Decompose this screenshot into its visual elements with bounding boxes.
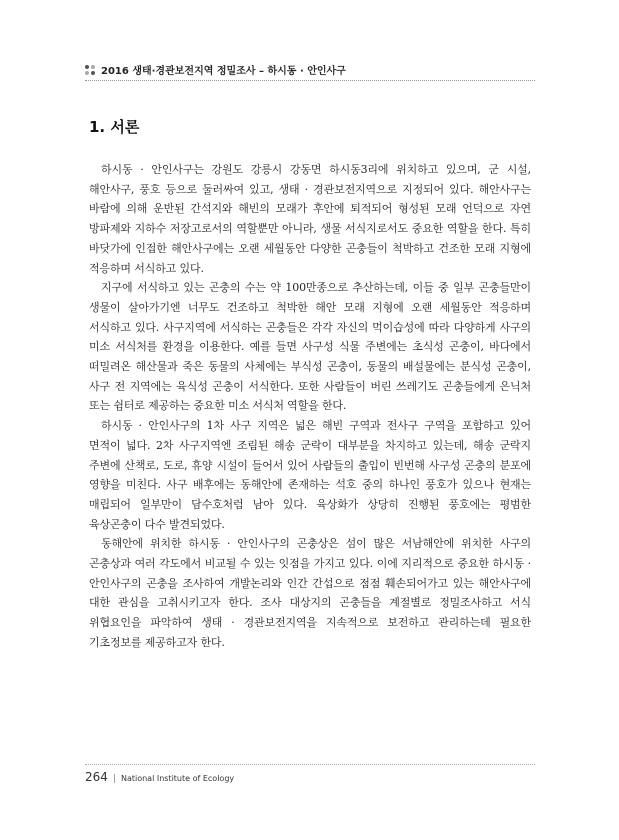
paragraph: 지구에 서식하고 있는 곤충의 수는 약 100만종으로 추산하는데, 이들 중 일부 곤충들만이 생물이 살아가기엔 너무도 건조하고 척박한 해안 모래 지형에 오랜 세월동안 적응하며 서식하고 있다. 사구지역에 서식하는 곤충들은 각각 자신의 먹이습성에 따라 다양하게 사구의 미소 서식처를 환경을 이용한다. 예를 들면 사구성 식물 주변에는 초식성 곤충이, 바다에서 떠밀려온 해산물과 죽은 동물의 사체에는 부식성 곤충이, 동물의 배설물에는 분식성 곤충이, 사구 전 지역에는 육식성 곤충이 서식한다. 또한 사람들이 버린 쓰레기도 곤충들에게 은닉처 또는 쉼터로 제공하는 중요한 미소 서식처 역할을 한다. (89, 281, 531, 413)
bullet-dots-icon (85, 65, 95, 75)
body-text (89, 160, 531, 653)
paragraph: 하시동 · 안인사구의 1차 사구 지역은 넓은 해빈 구역과 전사구 구역을 포함하고 있어 면적이 넓다. 2차 사구지역엔 조림된 해송 군락이 대부분을 차지하고 있는데, 해송 군락지 주변에 산책로, 도로, 휴양 시설이 들어서 있어 사람들의 출입이 빈번해 사구성 곤충의 분포에 영향을 미친다. 사구 배후에는 동해안에 존재하는 석호 중의 하나인 풍호가 있으나 현재는 매립되어 일부만이 담수호처럼 남아 있다. 육상화가 상당히 진행된 풍호에는 평범한 육상곤충이 다수 발견되었다. (89, 419, 531, 531)
paragraph: 동해안에 위치한 하시동 · 안인사구의 곤충상은 섬이 많은 서남해안에 위치한 사구의 곤충상과 여러 각도에서 비교될 수 있는 잇점을 가지고 있다. 이에 지리적으로 중요한 하시동 · 안인사구의 곤충을 조사하여 개발논리와 인간 간섭으로 점점 훼손되어가고 있는 해안사구에 대한 관심을 고취시키고자 한다. 조사 대상지의 곤충들을 계절별로 정밀조사하고 서식 위협요인을 파악하여 생태 · 경관보전지역을 지속적으로 보전하고 관리하는데 필요한 기초정보를 제공하고자 한다. (89, 537, 531, 649)
footer-separator: | (112, 774, 116, 784)
section-title: 1. 서론 (89, 118, 140, 136)
header-divider (85, 80, 535, 81)
footer-divider (85, 764, 535, 765)
paragraph: 하시동 · 안인사구는 강원도 강릉시 강동면 하시동3리에 위치하고 있으며, 군 시설, 해안사구, 풍호 등으로 둘러싸여 있고, 생태 · 경관보전지역으로 지정되어 있다. 해안사구는 바람에 의해 운반된 간석지와 해빈의 모래가 후안에 퇴적되어 형성된 모래 언덕으로 자연 방파제와 지하수 저장고로서의 역할뿐만 아니라, 생물 서식지로서도 중요한 역할을 한다. 특히 바닷가에 인접한 해안사구에는 오랜 세월동안 다양한 곤충들이 척박하고 건조한 모래 지형에 적응하며 서식하고 있다. (89, 163, 531, 275)
page-footer (85, 770, 234, 784)
footer-organization: National Institute of Ecology (120, 774, 235, 783)
running-header (85, 62, 535, 77)
header-title: 2016 생태·경관보전지역 정밀조사 – 하시동 · 안인사구 (101, 66, 346, 77)
page-number: 264 (85, 770, 108, 784)
